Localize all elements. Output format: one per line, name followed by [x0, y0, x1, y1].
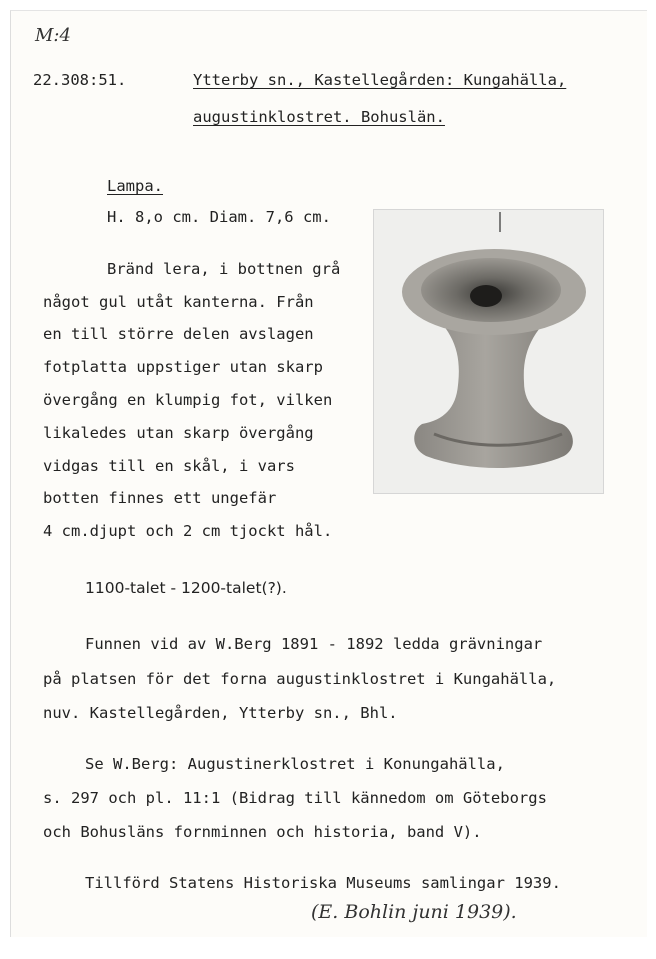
description-line: botten finnes ett ungefär	[43, 489, 277, 507]
description-line: övergång en klumpig fot, vilken	[43, 391, 333, 409]
description-line: 4 cm.djupt och 2 cm tjockt hål.	[43, 522, 333, 540]
corner-mark: M:4	[35, 25, 71, 46]
find-line: på platsen för det forna augustinklostret i Kungahälla,	[43, 670, 557, 688]
accession-note: Tillförd Statens Historiska Museums samlingar 1939.	[85, 874, 561, 892]
handwritten-note: (E. Bohlin juni 1939).	[311, 901, 517, 923]
location-line-1: Ytterby sn., Kastellegården: Kungahälla,	[193, 71, 567, 89]
object-title: Lampa.	[107, 177, 163, 195]
description-line: fotplatta uppstiger utan skarp	[43, 358, 323, 376]
catalog-card	[10, 10, 647, 937]
description-line: vidgas till en skål, i vars	[43, 457, 295, 475]
catalog-number: 22.308:51.	[33, 71, 127, 89]
find-line: Funnen vid av W.Berg 1891 - 1892 ledda grävningar	[85, 635, 543, 653]
description-line: Bränd lera, i bottnen grå	[107, 260, 341, 278]
reference-line: och Bohusläns fornminnen och historia, band V).	[43, 823, 482, 841]
reference-line: Se W.Berg: Augustinerklostret i Konungahälla,	[85, 755, 505, 773]
lamp-photo	[373, 209, 604, 494]
find-line: nuv. Kastellegården, Ytterby sn., Bhl.	[43, 704, 398, 722]
description-line: något gul utåt kanterna. Från	[43, 293, 314, 311]
location-line-2: augustinklostret. Bohuslän.	[193, 108, 445, 126]
description-line: likaledes utan skarp övergång	[43, 424, 314, 442]
dating: 1100-talet - 1200-talet(?).	[85, 579, 287, 597]
description-line: en till större delen avslagen	[43, 325, 314, 343]
reference-line: s. 297 och pl. 11:1 (Bidrag till kännedom om Göteborgs	[43, 789, 547, 807]
dimensions: H. 8,o cm. Diam. 7,6 cm.	[107, 208, 331, 226]
